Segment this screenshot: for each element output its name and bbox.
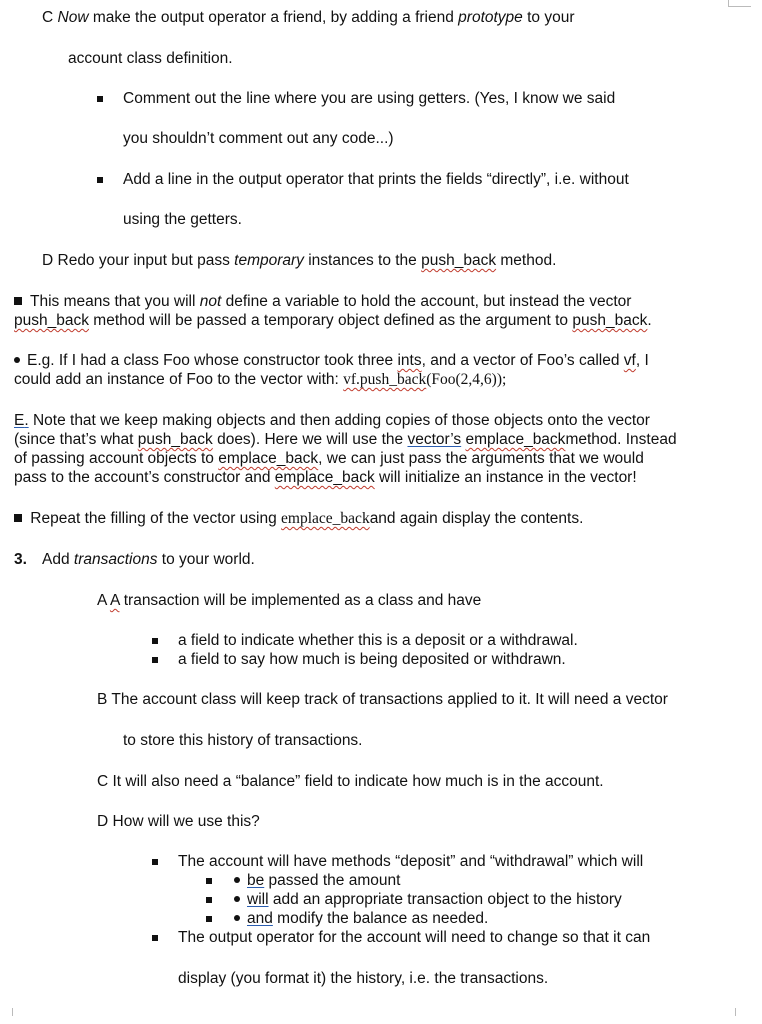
sub-d-bullet2-line1: The output operator for the account will need to change so that it can <box>178 929 651 946</box>
text-underlined: be <box>247 872 265 889</box>
text: method will be passed a temporary object defined as the argument to <box>88 312 573 329</box>
sub-b-line1: B The account class will keep track of transactions applied to it. It will need a vector <box>97 691 668 708</box>
spell-flag: push_back <box>137 431 213 448</box>
text: C <box>42 9 58 26</box>
text: modify the balance as needed. <box>272 910 489 927</box>
para3-line1 <box>14 411 650 430</box>
bullet2-line1: Add a line in the output operator that prints the fields “directly”, i.e. without <box>123 171 629 188</box>
sub-d-sub3 <box>234 909 488 928</box>
spell-flag: push_back <box>421 252 497 269</box>
sub-a-bullet1: a field to indicate whether this is a deposit or a withdrawal. <box>178 632 578 649</box>
para1-line2 <box>14 311 652 330</box>
para3-line4 <box>14 468 637 487</box>
text: Note that we keep making objects and then adding copies of those objects onto the vector <box>28 412 650 429</box>
sub-d-sub1 <box>234 871 400 890</box>
spell-flag: push_back <box>572 312 648 329</box>
bullet-dot-icon <box>14 357 20 363</box>
bullet-square-icon <box>206 916 212 922</box>
page-corner-bottom-right <box>735 1008 736 1016</box>
bullet-square-icon <box>152 935 158 941</box>
section-c-line2: account class definition. <box>68 50 233 67</box>
para3-line3 <box>14 449 644 468</box>
item3-text <box>42 550 255 569</box>
text: could add an instance of Foo to the vector with: <box>14 371 344 388</box>
para3-line2 <box>14 430 677 449</box>
list-number: 3. <box>14 551 27 568</box>
text: This means that you will <box>26 293 200 310</box>
text: will initialize an instance in the vector! <box>374 469 637 486</box>
bullet-square-icon <box>206 897 212 903</box>
bullet-square-icon <box>97 177 103 183</box>
spell-flag: emplace_back <box>274 469 375 486</box>
spell-flag: push_back <box>14 312 89 329</box>
text-italic: Now <box>57 9 89 26</box>
sub-c: C It will also need a “balance” field to indicate how much is in the account. <box>97 773 604 790</box>
text: Add <box>42 551 74 568</box>
text: , and a vector of Foo’s called <box>421 352 624 369</box>
bullet2-line2: using the getters. <box>123 211 242 228</box>
code-spell-flag: vf.push_back <box>343 371 427 388</box>
spell-flag: emplace_back <box>465 431 566 448</box>
text: and again display the contents. <box>369 510 584 527</box>
bullet-square-icon <box>152 859 158 865</box>
page-corner-top-right <box>728 0 751 7</box>
sub-d-sub2 <box>234 890 622 909</box>
text-underlined: will <box>247 891 269 908</box>
text: D Redo your input but pass <box>42 252 235 269</box>
para1-line1 <box>14 292 631 311</box>
bullet1-line1: Comment out the line where you are using getters. (Yes, I know we said <box>123 90 616 107</box>
text-italic: not <box>199 293 222 310</box>
text: to your <box>522 9 575 26</box>
spell-flag: emplace_back <box>218 450 319 467</box>
spell-flag: A <box>109 592 120 609</box>
sub-a <box>97 591 481 610</box>
para2-line2 <box>14 370 506 389</box>
text-italic: prototype <box>458 9 523 26</box>
sub-a-bullet2: a field to say how much is being deposited or withdrawn. <box>178 651 566 668</box>
text: , I <box>635 352 649 369</box>
code-text: (Foo(2,4,6)); <box>426 371 507 388</box>
code-spell-flag: emplace_back <box>281 510 370 527</box>
text: make the output operator a friend, by adding a friend <box>88 9 459 26</box>
section-c-line1 <box>42 8 575 27</box>
text: of passing account objects to <box>14 450 219 467</box>
text: to your world. <box>157 551 255 568</box>
text-italic: temporary <box>234 252 304 269</box>
text: method. <box>496 252 557 269</box>
bullet1-line2: you shouldn’t comment out any code...) <box>123 130 394 147</box>
text: method. Instead <box>565 431 677 448</box>
text: add an appropriate transaction object to the history <box>268 891 622 908</box>
bullet-dot-icon <box>234 915 240 921</box>
bullet-square-icon <box>14 514 22 522</box>
sub-d-title: D How will we use this? <box>97 813 260 830</box>
bullet-square-icon <box>152 638 158 644</box>
page-corner-bottom-left <box>12 1008 13 1016</box>
text: does). Here we will use the <box>212 431 408 448</box>
spell-flag: vf <box>623 352 636 369</box>
sub-d-bullet1: The account will have methods “deposit” and “withdrawal” which will <box>178 853 644 870</box>
text: passed the amount <box>264 872 401 889</box>
text: transaction will be implemented as a class and have <box>119 592 482 609</box>
text-underlined: and <box>247 910 273 927</box>
text: E.g. If I had a class Foo whose constructor took three <box>27 352 398 369</box>
text: Repeat the filling of the vector using <box>26 510 282 527</box>
bullet-dot-icon <box>234 877 240 883</box>
text: . <box>647 312 652 329</box>
text-underlined: E <box>14 412 25 429</box>
text: instances to the <box>303 252 422 269</box>
bullet-square-icon <box>206 878 212 884</box>
text: , we can just pass the arguments that we would <box>318 450 644 467</box>
text-italic: transactions <box>73 551 158 568</box>
text: (since that’s what <box>14 431 138 448</box>
sub-d-bullet2-line2: display (you format it) the history, i.e. the transactions. <box>178 970 549 987</box>
spell-flag: ints <box>397 352 422 369</box>
item3 <box>14 550 27 569</box>
text: pass to the account’s constructor and <box>14 469 275 486</box>
section-d <box>42 251 556 270</box>
text: define a variable to hold the account, but instead the vector <box>221 293 632 310</box>
text-underlined: vector’s <box>407 431 462 448</box>
text: A <box>97 592 110 609</box>
bullet-square-icon <box>14 297 22 305</box>
para4 <box>14 509 583 528</box>
bullet-dot-icon <box>234 896 240 902</box>
bullet-square-icon <box>152 657 158 663</box>
text-underlined: . <box>24 412 29 429</box>
sub-b-line2: to store this history of transactions. <box>123 732 363 749</box>
bullet-square-icon <box>97 96 103 102</box>
para2-line1 <box>14 351 649 370</box>
